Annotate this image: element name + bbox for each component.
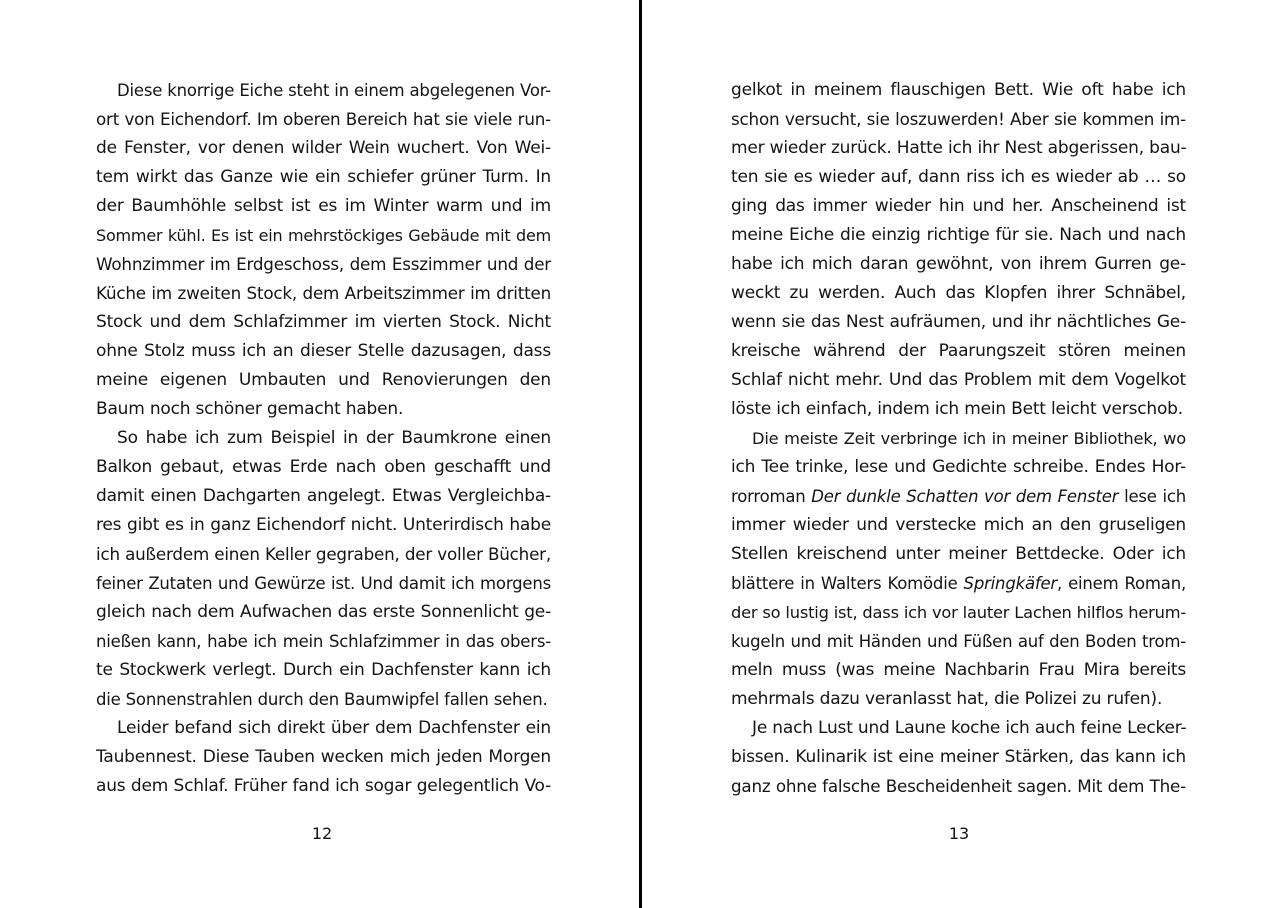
text-line: weckt zu werden. Auch das Klopfen ihrer Schnäbel, [731,283,1186,303]
text-line: Taubennest. Diese Tauben wecken mich jeden Morgen [96,747,551,767]
text-line: Je nach Lust und Laune koche ich auch feine Lecker- [752,718,1187,738]
text-line: löste ich einfach, indem ich mein Bett leicht verschob. [731,399,1183,419]
italic-title: Springkäfer [963,574,1058,593]
text-line: ohne Stolz muss ich an dieser Stelle dazusagen, dass [96,341,551,361]
text-line: gelkot in meinem flauschigen Bett. Wie oft habe ich [731,80,1186,100]
right-page [642,0,1280,908]
text-line: Küche im zweiten Stock, dem Arbeitszimmer im dritten [96,283,551,303]
text-line: ten sie es wieder auf, dann riss ich es wieder ab … so [731,167,1186,187]
text-segment: , einem Roman, [1057,574,1186,593]
text-line: Stellen kreischend unter meiner Bettdecke. Oder ich [731,544,1186,564]
text-line: tem wirkt das Ganze wie ein schiefer grüner Turm. In [96,167,551,187]
text-line [731,482,1186,511]
text-line: schon versucht, sie loszuwerden! Aber sie kommen im- [731,109,1186,129]
text-segment: lese ich [1118,487,1186,506]
text-line: mehrmals dazu veranlasst hat, die Polizei zu rufen). [731,689,1163,709]
text-line: kugeln und mit Händen und Füßen auf den Boden trom- [731,632,1186,651]
text-line [731,569,1186,598]
text-line: Baum noch schöner gemacht haben. [96,399,404,419]
right-page-text [731,76,1186,801]
text-line: meln muss (was meine Nachbarin Frau Mira bereits [731,660,1186,680]
text-line: ich Tee trinke, lese und Gedichte schreibe. Endes Hor- [731,457,1186,477]
text-line: aus dem Schlaf. Früher fand ich sogar gelegentlich Vo- [96,776,551,796]
text-line: Schlaf nicht mehr. Und das Problem mit dem Vogelkot [731,370,1186,390]
text-line: Wohnzimmer im Erdgeschoss, dem Esszimmer und der [96,254,551,274]
text-line: der Baumhöhle selbst ist es im Winter warm und im [96,196,551,216]
text-line: Stock und dem Schlafzimmer im vierten Stock. Nicht [96,312,551,332]
text-line: Diese knorrige Eiche steht in einem abgelegenen Vor- [117,81,551,100]
text-line: Leider befand sich direkt über dem Dachfenster ein [117,718,551,738]
text-line: meine Eiche die einzig richtige für sie. Nach und nach [731,225,1186,245]
text-line: habe ich mich daran gewöhnt, von ihrem Gurren ge- [731,254,1186,274]
text-line: bissen. Kulinarik ist eine meiner Stärken, das kann ich [731,747,1186,767]
page-number-left: 12 [311,824,333,843]
text-line: damit einen Dachgarten angelegt. Etwas Vergleichba- [96,486,551,506]
text-line: wenn sie das Nest aufräumen, und ihr nächtliches Ge- [731,312,1186,332]
text-line: ich außerdem einen Keller gegraben, der voller Bücher, [96,544,551,564]
italic-title: Der dunkle Schatten vor dem Fenster [811,487,1119,506]
text-line: ganz ohne falsche Bescheidenheit sagen. Mit dem The- [731,776,1186,796]
text-line: meine eigenen Umbauten und Renovierungen den [96,370,551,390]
text-line: res gibt es in ganz Eichendorf nicht. Unterirdisch habe [96,515,551,535]
text-line: immer wieder und verstecke mich an den gruseligen [731,515,1186,535]
text-line: Sommer kühl. Es ist ein mehrstöckiges Gebäude mit dem [96,226,551,245]
text-line: gleich nach dem Aufwachen das erste Sonnenlicht ge- [96,602,551,622]
text-line: So habe ich zum Beispiel in der Baumkrone einen [117,428,551,448]
left-page-text [96,76,551,801]
text-segment: rorroman [731,487,812,506]
text-line: der so lustig ist, dass ich vor lauter Lachen hilflos herum- [731,603,1186,622]
text-line: feiner Zutaten und Gewürze ist. Und damit ich morgens [96,574,551,593]
text-segment: blättere in Walters Komödie [731,574,964,593]
page-number-right: 13 [948,824,970,843]
text-line: die Sonnenstrahlen durch den Baumwipfel fallen sehen. [96,690,548,709]
text-line: nießen kann, habe ich mein Schlafzimmer in das obers- [96,632,551,651]
text-line: te Stockwerk verlegt. Durch ein Dachfenster kann ich [96,660,551,680]
text-line: Balkon gebaut, etwas Erde nach oben geschafft und [96,457,551,477]
text-line: de Fenster, vor denen wilder Wein wuchert. Von Wei- [96,138,551,158]
text-line: Die meiste Zeit verbringe ich in meiner Bibliothek, wo [752,429,1186,448]
left-page [0,0,639,908]
text-line: ging das immer wieder hin und her. Anscheinend ist [731,196,1186,216]
text-line: kreische während der Paarungszeit stören meinen [731,341,1186,361]
text-line: mer wieder zurück. Hatte ich ihr Nest abgerissen, bau- [731,138,1187,158]
text-line: ort von Eichendorf. Im oberen Bereich hat sie viele run- [96,109,551,129]
